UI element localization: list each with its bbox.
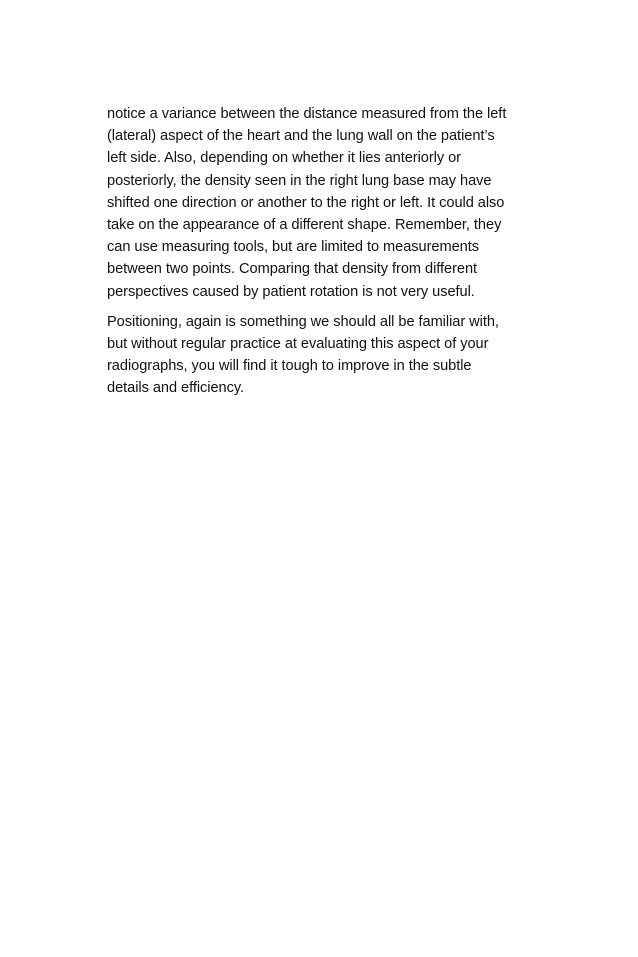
text-line: shifted one direction or another to the right or left. It could also [107, 194, 505, 211]
text-line: can use measuring tools, but are limited to measurements [107, 239, 479, 256]
text-line: but without regular practice at evaluating this aspect of your [107, 336, 489, 353]
text-line: posteriorly, the density seen in the right lung base may have [107, 172, 492, 189]
text-line: (lateral) aspect of the heart and the lung wall on the patient’s [107, 128, 495, 145]
text-line: details and efficiency. [107, 380, 245, 397]
text-line: take on the appearance of a different shape. Remember, they [107, 217, 502, 234]
text-line: Positioning, again is something we should all be familiar with, [107, 313, 499, 330]
paragraph-1 [107, 103, 547, 303]
text-line: left side. Also, depending on whether it lies anteriorly or [107, 150, 461, 167]
text-line: perspectives caused by patient rotation is not very useful. [107, 283, 475, 300]
paragraph-2 [107, 311, 547, 400]
text-line: notice a variance between the distance measured from the left [107, 106, 507, 122]
text-line: between two points. Comparing that density from different [107, 261, 478, 278]
document-body [107, 103, 547, 408]
text-line: radiographs, you will find it tough to improve in the subtle [107, 358, 472, 375]
